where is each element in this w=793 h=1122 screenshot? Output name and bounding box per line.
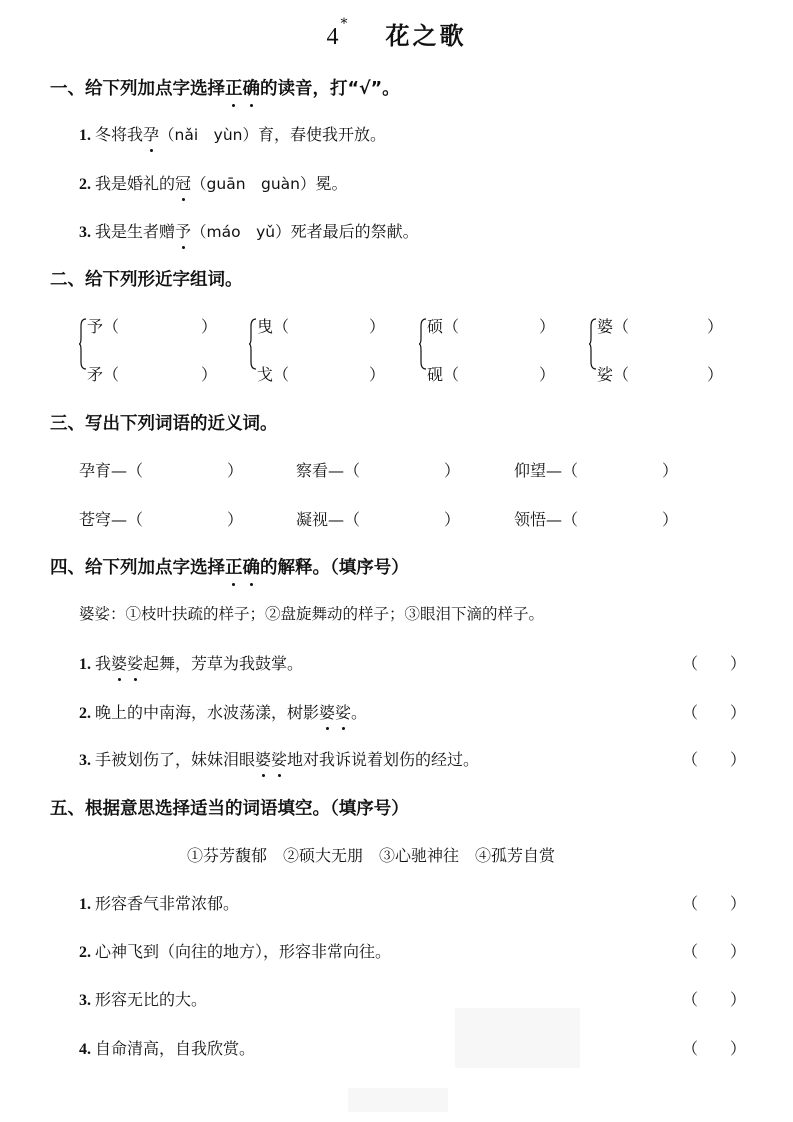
answer-blank[interactable]: （ ） xyxy=(682,1039,747,1058)
dotted-char: 娑 xyxy=(335,700,351,723)
answer-blank[interactable]: （ ） xyxy=(682,750,747,769)
item-text: 起舞，芳草为我鼓掌。 xyxy=(143,654,304,673)
item-text: 手被划伤了，妹妹泪眼 xyxy=(95,750,256,769)
page-title xyxy=(0,16,793,51)
char-prompt: 曳（ xyxy=(257,317,290,336)
dotted-char: 正 xyxy=(225,554,243,579)
item-text: 我是婚礼的 xyxy=(95,174,176,193)
dotted-char: 冠 xyxy=(175,171,191,194)
item-text: 晚上的中南海，水波荡漾，树影 xyxy=(95,703,320,722)
dotted-char: 娑 xyxy=(271,747,287,770)
item-text: 形容香气非常浓郁。 xyxy=(95,894,240,913)
synonym-prompt: 领悟—（ xyxy=(514,510,579,529)
section3-heading: 三、写出下列词语的近义词。 xyxy=(50,414,278,434)
lesson-title: 花之歌 xyxy=(385,22,467,50)
close-paren: ） xyxy=(201,317,218,336)
answer-blank[interactable]: （ ） xyxy=(682,894,747,913)
item-number: 3. xyxy=(79,992,91,1009)
section2-heading: 二、给下列形近字组词。 xyxy=(50,270,243,290)
heading-text: 的读音，打“√”。 xyxy=(260,79,400,99)
dotted-char: 婆 xyxy=(111,651,127,674)
item-text: 育，春使我开放。 xyxy=(257,125,386,144)
synonym-prompt: 凝视—（ xyxy=(296,510,361,529)
item-text: 冬将我 xyxy=(95,125,144,144)
faint-smudge xyxy=(455,1008,580,1068)
char-prompt: 砚（ xyxy=(427,365,460,384)
close-paren: ） xyxy=(662,510,679,529)
item-text: 我 xyxy=(95,654,112,673)
lesson-number: 4 xyxy=(326,24,339,50)
item-number: 2. xyxy=(79,705,91,722)
dotted-char: 孕 xyxy=(143,122,159,145)
item-number: 1. xyxy=(79,656,91,673)
heading-text: 四、给下列加点字选择 xyxy=(50,558,225,578)
brace-icon xyxy=(249,318,256,370)
pinyin-choices[interactable]: （nǎi yùn） xyxy=(159,126,258,144)
optional-star: * xyxy=(340,16,348,32)
item-number: 2. xyxy=(79,944,91,961)
close-paren: ） xyxy=(444,461,461,480)
synonym-prompt: 察看—（ xyxy=(296,461,361,480)
definition-line: 婆娑：①枝叶扶疏的样子；②盘旋舞动的样子；③眼泪下滴的样子。 xyxy=(79,605,545,623)
item-number: 3. xyxy=(79,224,91,241)
char-prompt: 硕（ xyxy=(427,317,460,336)
heading-text: 的解释。（填序号） xyxy=(260,558,409,578)
answer-blank[interactable]: （ ） xyxy=(682,703,747,722)
item-text: 地对我诉说着划伤的经过。 xyxy=(287,750,480,769)
char-prompt: 娑（ xyxy=(597,365,630,384)
close-paren: ） xyxy=(707,365,724,384)
item-text: 我是生者赠 xyxy=(95,222,176,241)
question-line xyxy=(79,700,367,723)
item-number: 1. xyxy=(79,896,91,913)
dotted-char: 婆 xyxy=(255,747,271,770)
question-line xyxy=(79,1036,255,1059)
question-line xyxy=(79,939,391,962)
char-prompt: 矛（ xyxy=(87,365,120,384)
dotted-char: 娑 xyxy=(127,651,143,674)
synonym-prompt: 孕育—（ xyxy=(79,461,144,480)
section4-heading xyxy=(50,554,409,579)
answer-blank[interactable]: （ ） xyxy=(682,942,747,961)
char-prompt: 婆（ xyxy=(597,317,630,336)
answer-blank[interactable]: （ ） xyxy=(682,654,747,673)
question-line xyxy=(79,171,348,194)
synonym-prompt: 苍穹—（ xyxy=(79,510,144,529)
item-number: 2. xyxy=(79,176,91,193)
dotted-char: 确 xyxy=(243,75,261,100)
brace-icon xyxy=(419,318,426,370)
question-line xyxy=(79,651,303,674)
item-text: 形容无比的大。 xyxy=(95,990,208,1009)
dotted-char: 正 xyxy=(225,75,243,100)
item-number: 4. xyxy=(79,1041,91,1058)
synonym-prompt: 仰望—（ xyxy=(514,461,579,480)
char-prompt: 予（ xyxy=(87,317,120,336)
item-text: 自命清高，自我欣赏。 xyxy=(95,1039,256,1058)
answer-blank[interactable]: （ ） xyxy=(682,990,747,1009)
item-text: 。 xyxy=(351,703,368,722)
question-line xyxy=(79,747,479,770)
question-line xyxy=(79,987,207,1010)
close-paren: ） xyxy=(227,510,244,529)
heading-text: 一、给下列加点字选择 xyxy=(50,79,225,99)
char-prompt: 戈（ xyxy=(257,365,290,384)
close-paren: ） xyxy=(201,365,218,384)
pinyin-choices[interactable]: （guān guàn） xyxy=(191,175,316,193)
close-paren: ） xyxy=(662,461,679,480)
question-line xyxy=(79,122,386,145)
question-line xyxy=(79,219,419,242)
question-line xyxy=(79,891,239,914)
close-paren: ） xyxy=(707,317,724,336)
brace-icon xyxy=(79,318,86,370)
close-paren: ） xyxy=(444,510,461,529)
close-paren: ） xyxy=(227,461,244,480)
close-paren: ） xyxy=(539,317,556,336)
word-options: ①芬芳馥郁 ②硕大无朋 ③心驰神往 ④孤芳自赏 xyxy=(187,846,556,865)
close-paren: ） xyxy=(369,317,386,336)
dotted-char: 予 xyxy=(175,219,191,242)
item-text: 死者最后的祭献。 xyxy=(290,222,419,241)
dotted-char: 婆 xyxy=(319,700,335,723)
faint-smudge xyxy=(348,1088,448,1112)
item-number: 3. xyxy=(79,752,91,769)
dotted-char: 确 xyxy=(243,554,261,579)
brace-icon xyxy=(589,318,596,370)
pinyin-choices[interactable]: （máo yǔ） xyxy=(191,223,291,241)
close-paren: ） xyxy=(539,365,556,384)
item-number: 1. xyxy=(79,127,91,144)
section1-heading xyxy=(50,75,400,100)
item-text: 心神飞到（向往的地方），形容非常向往。 xyxy=(95,942,392,961)
close-paren: ） xyxy=(369,365,386,384)
item-text: 冕。 xyxy=(315,174,348,193)
section5-heading: 五、根据意思选择适当的词语填空。（填序号） xyxy=(50,799,409,819)
